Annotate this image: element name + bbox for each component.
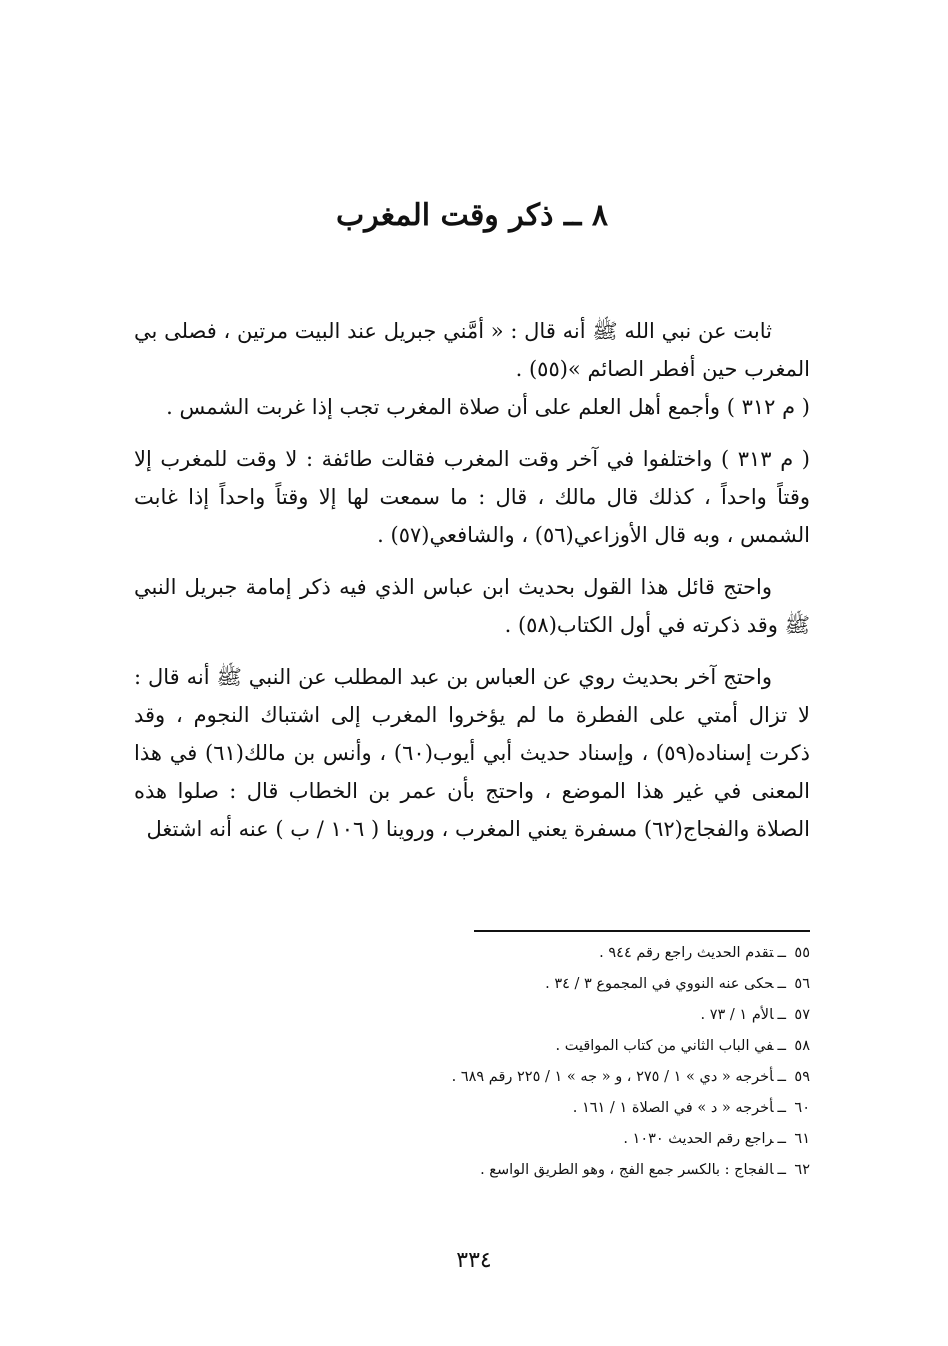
footnote-number: ٥٨: [794, 1038, 810, 1054]
page-number: ٣٣٤: [456, 1248, 492, 1273]
footnote: ٦٢ــالفجاج : بالكسر جمع الفج ، وهو الطريق الواسع .: [134, 1155, 810, 1186]
footnote-text: في الباب الثاني من كتاب المواقيت .: [555, 1038, 774, 1054]
footnote-text: الأم ١ / ٧٣ .: [700, 1007, 774, 1023]
footnote: ٥٩ــأخرجه « دي » ١ / ٢٧٥ ، و « جه » ١ / ٢٢٥ رقم ٦٨٩ .: [134, 1062, 810, 1093]
footnote-number: ٦٠: [794, 1100, 810, 1116]
footnote-number: ٦٢: [794, 1162, 810, 1178]
footnote-divider: [474, 930, 810, 932]
paragraph: ( م ٣١٣ ) واختلفوا في آخر وقت المغرب فقالت طائفة : لا وقت للمغرب إلا وقتاً واحداً ، كذلك قال مالك ، قال : ما سمعت لها إلا وقتاً واحداً إذا غابت الشمس ، وبه قال الأوزاعي(٥٦) ، والشافعي(٥٧) .: [134, 447, 810, 547]
footnote: ٦١ــراجع رقم الحديث ١٠٣٠ .: [134, 1124, 810, 1155]
main-text: [134, 312, 810, 848]
footnote-text: حكى عنه النووي في المجموع ٣ / ٣٤ .: [545, 976, 774, 992]
paragraph: ثابت عن نبي الله ﷺ أنه قال : « أمَّني جبريل عند البيت مرتين ، فصلى بي المغرب حين أفطر الصائم »(٥٥) .: [134, 319, 810, 381]
footnote: ٥٥ــتقدم الحديث راجع رقم ٩٤٤ .: [134, 938, 810, 969]
footnote-text: تقدم الحديث راجع رقم ٩٤٤ .: [599, 945, 774, 961]
footnote: ٦٠ــأخرجه « د » في الصلاة ١ / ١٦١ .: [134, 1093, 810, 1124]
footnote-number: ٥٩: [794, 1069, 810, 1085]
footnote-number: ٥٥: [794, 945, 810, 961]
footnote-text: راجع رقم الحديث ١٠٣٠ .: [623, 1131, 774, 1147]
paragraph: واحتج قائل هذا القول بحديث ابن عباس الذي فيه ذكر إمامة جبريل النبي ﷺ وقد ذكرته في أول الكتاب(٥٨) .: [134, 575, 810, 637]
footnote-number: ٥٧: [794, 1007, 810, 1023]
footnote-text: الفجاج : بالكسر جمع الفج ، وهو الطريق الواسع .: [480, 1162, 774, 1178]
paragraph: ( م ٣١٢ ) وأجمع أهل العلم على أن صلاة المغرب تجب إذا غربت الشمس .: [166, 395, 810, 419]
footnote-number: ٥٦: [794, 976, 810, 992]
paragraph: واحتج آخر بحديث روي عن العباس بن عبد المطلب عن النبي ﷺ أنه قال : لا تزال أمتي على الفطرة ما لم يؤخروا المغرب إلى اشتباك النجوم ، وقد ذكرت إسناده(٥٩) ، وإسناد حديث أبي أيوب(٦٠) ، وأنس بن مالك(٦١) في هذا المعنى في غير هذا الموضع ، واحتج بأن عمر بن الخطاب قال : صلوا هذه الصلاة والفجاج(٦٢) مسفرة يعني المغرب ، وروينا ( ١٠٦ / ب ) عنه أنه اشتغل: [134, 665, 810, 841]
footnote: ٥٨ــفي الباب الثاني من كتاب المواقيت .: [134, 1031, 810, 1062]
footnote: ٥٧ــالأم ١ / ٧٣ .: [134, 1000, 810, 1031]
footnotes: [134, 938, 810, 1186]
section-title: ٨ ــ ذكر وقت المغرب: [335, 198, 609, 233]
footnote-text: أخرجه « دي » ١ / ٢٧٥ ، و « جه » ١ / ٢٢٥ رقم ٦٨٩ .: [451, 1069, 774, 1085]
footnote: ٥٦ــحكى عنه النووي في المجموع ٣ / ٣٤ .: [134, 969, 810, 1000]
footnote-number: ٦١: [794, 1131, 810, 1147]
footnote-text: أخرجه « د » في الصلاة ١ / ١٦١ .: [572, 1100, 774, 1116]
